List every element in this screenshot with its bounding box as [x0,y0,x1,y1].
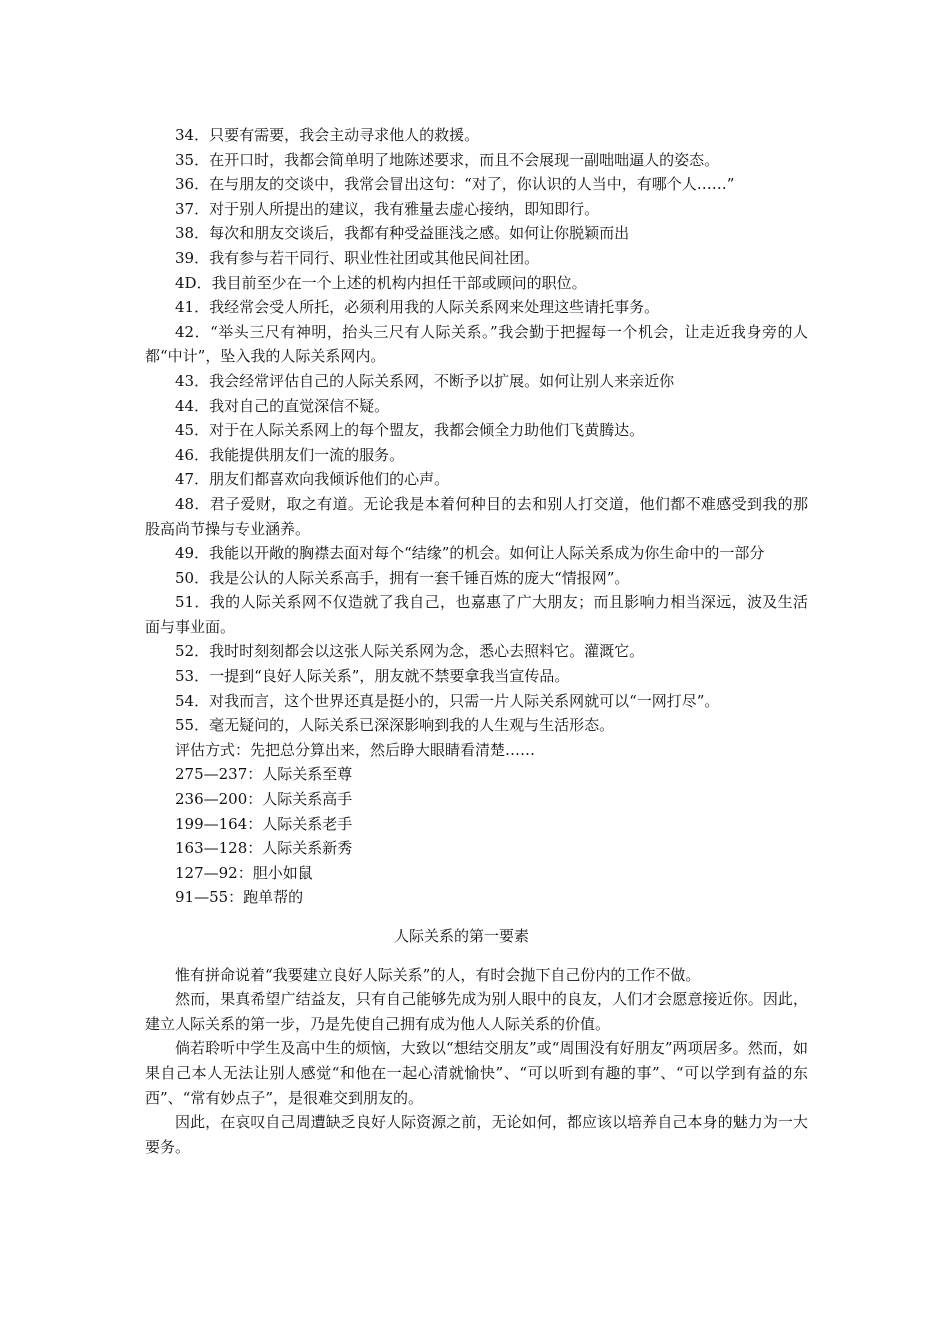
document-page [145,123,808,1159]
list-item: 34．只要有需要，我会主动寻求他人的救援。 [175,126,480,144]
list-item: 52．我时时刻刻都会以这张人际关系网为念，悉心去照料它。灌溉它。 [175,642,645,661]
evaluation-level: 275—237：人际关系至尊 [175,765,353,784]
list-item: 49．我能以开敞的胸襟去面对每个“结缘”的机会。如何让人际关系成为你生命中的一部分 [175,544,765,563]
list-item: 4D．我目前至少在一个上述的机构内担任干部或顾问的职位。 [175,273,587,292]
list-item: 35．在开口时，我都会简单明了地陈述要求，而且不会展现一副咄咄逼人的姿态。 [175,150,720,169]
list-item: 45．对于在人际关系网上的每个盟友，我都会倾全力助他们飞黄腾达。 [175,421,645,440]
list-item: 43．我会经常评估自己的人际关系网，不断予以扩展。如何让别人来亲近你 [175,371,675,390]
section-title: 人际关系的第一要素 [393,927,529,945]
list-item: 53．一提到“良好人际关系”，朋友就不禁要拿我当宣传品。 [175,667,570,686]
evaluation-intro: 评估方式：先把总分算出来，然后睁大眼睛看清楚…… [175,740,536,759]
list-item: 41．我经常会受人所托，必须利用我的人际关系网来处理这些请托事务。 [175,298,660,317]
list-item: 46．我能提供朋友们一流的服务。 [175,445,405,464]
evaluation-level: 236—200：人际关系高手 [175,790,353,809]
list-item: 48．君子爱财，取之有道。无论我是本着何种目的去和别人打交道，他们都不难感受到我的那股高尚节操与专业涵养。 [145,494,808,538]
paragraph: 因此，在哀叹自己周遭缺乏良好人际资源之前，无论如何，都应该以培养自己本身的魅力为一大要务。 [145,1113,808,1156]
list-item: 54．对我而言，这个世界还真是挺小的，只需一片人际关系网就可以“一网打尽”。 [175,691,720,710]
list-item: 50．我是公认的人际关系高手，拥有一套千锤百炼的庞大“情报网”。 [175,568,630,587]
list-item: 44．我对自己的直觉深信不疑。 [175,396,390,415]
list-item: 39．我有参与若干同行、职业性社团或其他民间社团。 [175,248,540,267]
paragraph: 然而，果真希望广结益友，只有自己能够先成为别人眼中的良友，人们才会愿意接近你。因此，建立人际关系的第一步，乃是先使自己拥有成为他人人际关系的价值。 [145,990,808,1033]
evaluation-block [145,738,808,910]
evaluation-level: 127—92：胆小如鼠 [175,863,313,882]
evaluation-level: 163—128：人际关系新秀 [175,839,353,858]
section-body [145,963,808,1160]
list-item: 55．毫无疑问的，人际关系已深深影响到我的人生观与生活形态。 [175,716,615,735]
evaluation-level: 199—164：人际关系老手 [175,814,353,833]
list-item: 36．在与朋友的交谈中，我常会冒出这句：“对了，你认识的人当中，有哪个人……” [175,175,735,194]
list-item: 38．每次和朋友交谈后，我都有种受益匪浅之感。如何让你脱颖而出 [175,224,630,243]
list-item: 47．朋友们都喜欢向我倾诉他们的心声。 [175,470,450,489]
paragraph: 惟有拼命说着“我要建立良好人际关系”的人，有时会抛下自己份内的工作不做。 [175,965,701,984]
list-item: 42．“举头三尺有神明，抬头三尺有人际关系。”我会勤于把握每一个机会，让走近我身旁的人都“中计”，坠入我的人际关系网内。 [145,322,808,366]
evaluation-level: 91—55：跑单帮的 [175,888,304,907]
questionnaire-list [145,123,808,738]
list-item: 37．对于别人所提出的建议，我有雅量去虚心接纳，即知即行。 [175,199,600,218]
paragraph: 倘若聆听中学生及高中生的烦恼，大致以“想结交朋友”或“周围没有好朋友”两项居多。然而，如果自己本人无法让别人感觉“和他在一起心清就愉快”、“可以听到有趣的事”、“可以学到有益的东西”、“常有妙点子”，是很难交到朋友的。 [145,1039,808,1107]
list-item: 51．我的人际关系网不仅造就了我自己，也嘉惠了广大朋友；而且影响力相当深远，波及生活面与事业面。 [145,593,808,636]
